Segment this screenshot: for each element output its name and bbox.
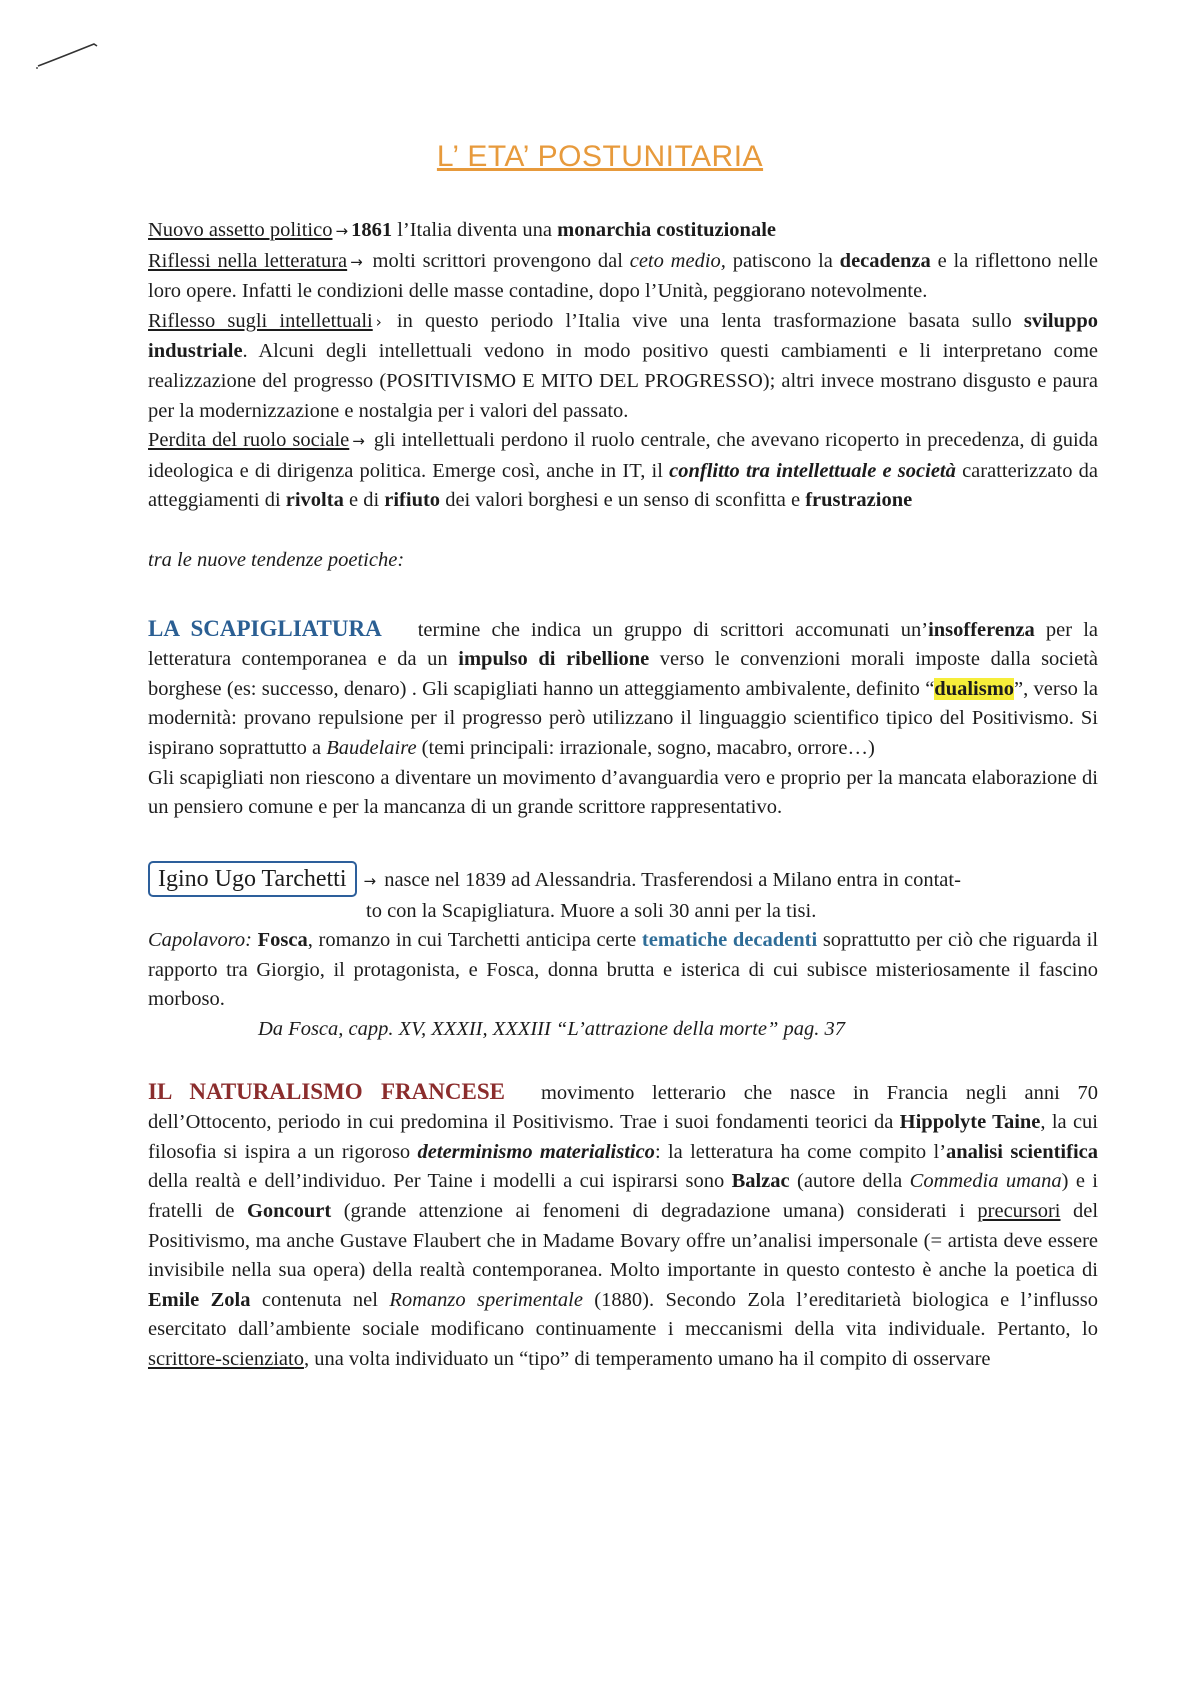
- reference-text: Da Fosca, capp. XV, XXXII, XXXIII “L’attrazione della morte” pag. 37: [258, 1018, 846, 1041]
- text: (grande attenzione ai fenomeni di degradazione umana) considerati i: [331, 1200, 978, 1223]
- text: caratterizzato da atteggiamenti di: [148, 459, 1099, 512]
- text: (temi principali: irrazionale, sogno, macabro, orrore…): [416, 736, 875, 759]
- arrow-icon: →: [335, 222, 349, 240]
- text: nasce nel 1839 ad Alessandria. Trasferendosi a Milano entra in contat-: [379, 868, 961, 891]
- text: patiscono la: [725, 249, 840, 272]
- underlined-term: precursori: [977, 1200, 1061, 1223]
- tarchetti-reference: [148, 1015, 1098, 1045]
- intro-label: Riflesso sugli intellettuali: [148, 309, 373, 332]
- italic-label: Capolavoro:: [148, 929, 253, 952]
- bold-term: sviluppo industriale: [148, 309, 1098, 363]
- year: 1861: [351, 219, 393, 241]
- bold-term: rifiuto: [384, 489, 441, 512]
- text: soprattutto per ciò che riguarda il rapporto tra Giorgio, il protagonista, e Fosca, donna brutta e isterica di cui subisce misteriosamente il fascino morboso.: [148, 929, 1099, 1011]
- bold-term: Emile Zola: [148, 1288, 251, 1311]
- italic-term: Commedia umana: [909, 1170, 1062, 1193]
- bold-term: frustrazione: [805, 489, 913, 512]
- scapigliatura-paragraph: [148, 614, 1098, 764]
- section-heading-scapigliatura: LA SCAPIGLIATURA: [148, 615, 382, 641]
- tarchetti-paragraph: [148, 861, 1098, 927]
- highlighted-term: dualismo: [934, 677, 1015, 700]
- intro-paragraph-intellettuali: [148, 307, 1098, 426]
- arrow-icon: →: [350, 252, 363, 271]
- bold-term: insofferenza: [928, 618, 1035, 641]
- intro-label: Perdita del ruolo sociale: [148, 429, 350, 452]
- bold-term: analisi scientifica: [946, 1140, 1098, 1163]
- text: verso le convenzioni morali imposte dalla società borghese (es: successo, denaro) . Gli scapigliati hanno un atteggiamento ambivalente, definito “: [148, 648, 1098, 700]
- text: molti scrittori provengono dal: [365, 249, 630, 272]
- italic-term: Romanzo sperimentale: [389, 1288, 583, 1311]
- italic-term: Baudelaire: [326, 736, 417, 759]
- text: termine che indica un gruppo di scrittori accomunati un’: [417, 618, 929, 641]
- text: e di: [343, 489, 385, 512]
- text: per la letteratura contemporanea e da un: [148, 618, 1098, 671]
- intro-label: Nuovo assetto politico: [148, 219, 333, 241]
- bold-term: Hippolyte Taine: [899, 1111, 1041, 1134]
- intro-paragraph-riflessi: [148, 247, 1098, 307]
- arrow-icon: ›: [375, 312, 382, 331]
- text: in questo periodo l’Italia vive una lenta trasformazione basata sullo: [384, 309, 1024, 332]
- text: gli intellettuali perdono il ruolo centrale, che avevano ricoperto in precedenza, di guida ideologica e di dirigenza politica. Emerge così, anche in IT, il: [148, 429, 1098, 482]
- document-body: [148, 216, 1098, 1375]
- text: (1880). Secondo Zola l’ereditarietà biologica e l’influsso esercitato dall’ambiente sociale modificano continuamente i meccanismi della vita individuale. Pertanto, lo: [148, 1288, 1099, 1341]
- colored-term: tematiche decadenti: [641, 929, 818, 952]
- intro-paragraph-assetto: [148, 216, 1098, 247]
- author-name-box: Igino Ugo Tarchetti: [148, 861, 357, 897]
- pen-stroke-mark: [34, 38, 104, 78]
- bold-term: Balzac: [731, 1170, 790, 1193]
- text: . Alcuni degli intellettuali vedono in modo positivo questi cambiamenti e li interpretano come realizzazione del progresso (POSITIVISMO E MITO DEL PROGRESSO); altri invece mostrano disgusto e paura per la modernizzazione e nostalgia per i valori del passato.: [148, 340, 1098, 422]
- text: : la letteratura ha come compito l’: [654, 1140, 947, 1163]
- italic-term: ceto medio,: [629, 249, 726, 272]
- text: , una volta individuato un “tipo” di temperamento umano ha il compito di osservare: [303, 1348, 991, 1370]
- scapigliatura-paragraph-2: Gli scapigliati non riescono a diventare un movimento d’avanguardia vero e proprio per la mancata elaborazione di un pensiero comune e per la mancanza di un grande scrittore rappresentativo.: [148, 766, 1098, 819]
- text: , romanzo in cui Tarchetti anticipa certe: [307, 929, 642, 952]
- section-heading-naturalismo: IL NATURALISMO FRANCESE: [148, 1078, 505, 1104]
- tarchetti-capolavoro: [148, 926, 1098, 1015]
- subheading: [148, 546, 1098, 576]
- text: l’Italia diventa una: [392, 219, 558, 241]
- subheading-text: tra le nuove tendenze poetiche:: [148, 548, 405, 571]
- text: , la cui filosofia si ispira a un rigoroso: [148, 1111, 1098, 1163]
- arrow-icon: →: [363, 871, 377, 890]
- intro-label: Riflessi nella letteratura: [148, 249, 348, 272]
- text: e la riflettono nelle loro opere. Infatti le condizioni delle masse contadine, dopo l’Unità, peggiorano notevolmente.: [148, 249, 1098, 303]
- text: del Positivismo, ma anche Gustave Flaubert che in Madame Bovary offre un’analisi impersonale (= artista deve essere invisibile nella sua opera) della realtà contemporanea. Molto importante in questo contesto è anche la poetica di: [148, 1200, 1099, 1282]
- bold-term: rivolta: [285, 489, 344, 512]
- bold-term: decadenza: [839, 249, 931, 272]
- text: (autore della: [789, 1170, 910, 1193]
- arrow-icon: →: [352, 432, 365, 451]
- bold-term: Goncourt: [246, 1200, 332, 1223]
- text: dei valori borghesi e un senso di sconfitta e: [440, 489, 806, 512]
- text-continued: to con la Scapigliatura. Muore a soli 30 anni per la tisi.: [366, 899, 817, 922]
- bold-term: impulso di ribellione: [458, 648, 650, 671]
- text: ”, verso la modernità: provano repulsione per il progresso però utilizzano il linguaggio scientifico tipico del Positivismo. Si ispirano soprattutto a: [148, 677, 1098, 759]
- text: ) e i fratelli de: [148, 1170, 1098, 1223]
- page-title: L’ ETA’ POSTUNITARIA: [436, 140, 764, 173]
- text: movimento letterario che nasce in Francia negli anni 70 dell’Ottocento, periodo in cui predomina il Positivismo. Trae i suoi fondamenti teorici da: [148, 1081, 1098, 1134]
- bold-term: monarchia costituzionale: [557, 219, 776, 241]
- text: della realtà e dell’individuo. Per Taine i modelli a cui ispirarsi sono: [148, 1170, 732, 1193]
- work-title: Fosca: [257, 929, 308, 952]
- bold-italic-term: conflitto tra intellettuale e società: [669, 459, 956, 482]
- bold-italic-term: determinismo materialistico: [417, 1140, 655, 1163]
- underlined-term: scrittore-scienziato: [148, 1348, 304, 1370]
- text: contenuta nel: [250, 1288, 390, 1311]
- intro-paragraph-ruolo: [148, 426, 1098, 516]
- naturalismo-paragraph: [148, 1077, 1098, 1375]
